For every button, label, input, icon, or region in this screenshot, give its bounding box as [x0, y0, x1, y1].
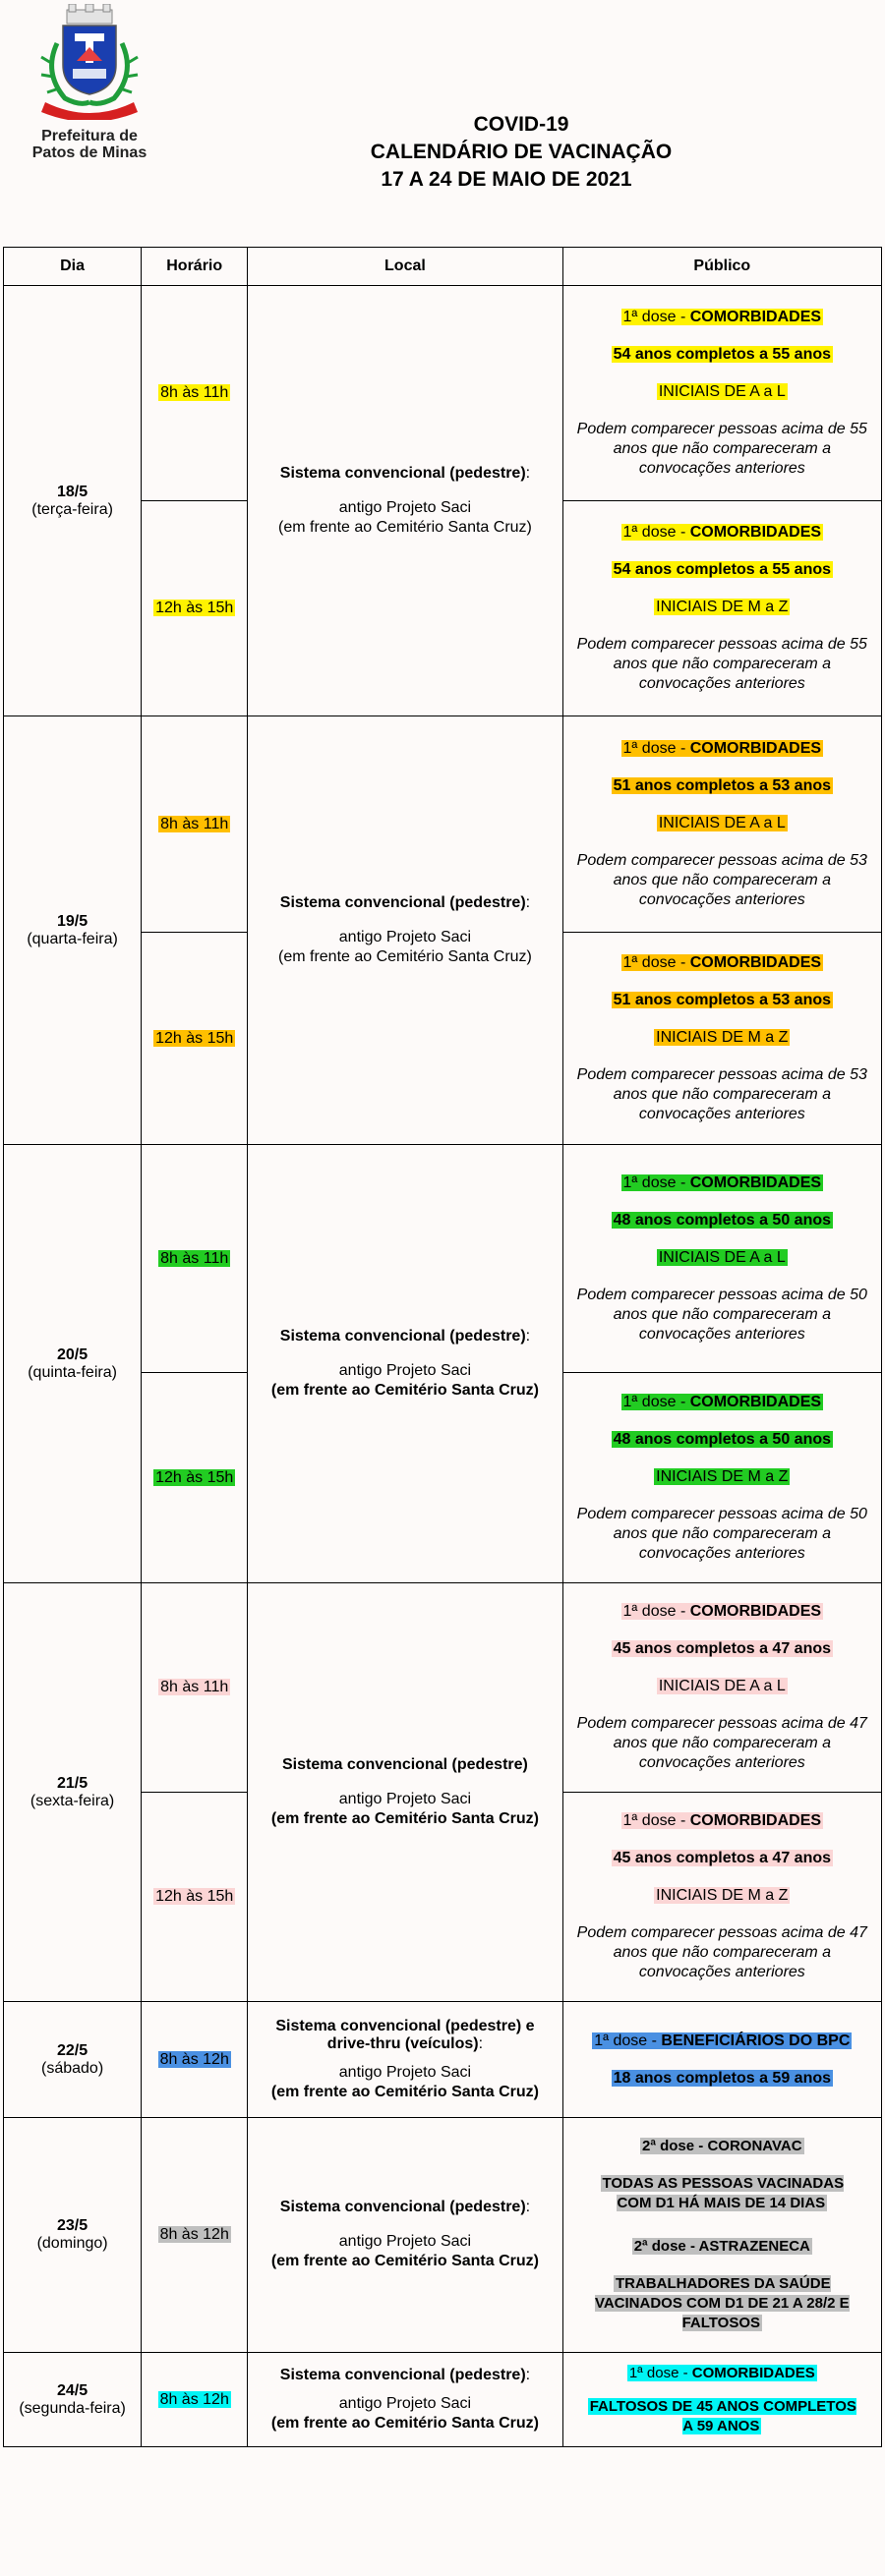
time-cell — [142, 2002, 248, 2118]
public-cell — [562, 2353, 881, 2447]
age-range: 18 anos completos a 59 anos — [613, 2069, 832, 2087]
day-date: 21/5 — [57, 1774, 88, 1792]
local-cell: Sistema convencional (pedestre): antigo Projeto Saci (em frente ao Cemitério Santa Cruz) — [248, 2118, 562, 2353]
local-detail: (em frente ao Cemitério Santa Cruz) — [278, 947, 532, 965]
vaccination-calendar-table — [3, 247, 882, 2447]
initials-range: INICIAIS DE M a Z — [656, 1028, 789, 1046]
age-range: 54 anos completos a 55 anos — [613, 561, 832, 578]
time-label: 8h às 12h — [159, 2226, 229, 2243]
age-range: 45 anos completos a 47 anos — [613, 1850, 832, 1866]
local-title: Sistema convencional (pedestre) — [279, 1327, 526, 1345]
age-range: 45 anos completos a 47 anos — [613, 1640, 832, 1657]
header-publico: Público — [562, 248, 881, 286]
initials-range: INICIAIS DE A a L — [658, 814, 786, 831]
public-note: Podem comparecer pessoas acima de 53 anos que não compareceram a convocações anteriores — [576, 851, 867, 908]
local-title: Sistema convencional (pedestre) — [279, 2199, 526, 2215]
table-row — [4, 1583, 882, 1793]
initials-range: INICIAIS DE M a Z — [656, 1887, 789, 1904]
title-line-1: COVID-19 — [473, 113, 569, 136]
dose-label: 1ª dose - — [594, 2032, 662, 2049]
local-detail: (em frente ao Cemitério Santa Cruz) — [270, 2253, 539, 2269]
local-place: antigo Projeto Saci — [338, 1361, 472, 1379]
day-weekday: (sexta-feira) — [30, 1792, 115, 1809]
local-title: Sistema convencional (pedestre) — [279, 893, 526, 911]
dose-label: 1ª dose - — [622, 1393, 690, 1410]
time-cell — [142, 1793, 248, 2002]
local-place: antigo Projeto Saci — [338, 928, 472, 945]
time-label: 12h às 15h — [155, 1888, 234, 1905]
day-date: 23/5 — [57, 2217, 88, 2234]
local-detail: (em frente ao Cemitério Santa Cruz) — [270, 2414, 539, 2432]
group-label: COMORBIDADES — [689, 524, 822, 541]
local-detail: (em frente ao Cemitério Santa Cruz) — [270, 2083, 539, 2100]
table-row — [4, 2002, 882, 2118]
local-place: antigo Projeto Saci — [338, 498, 472, 516]
age-range: 51 anos completos a 53 anos — [613, 991, 832, 1008]
local-place: antigo Projeto Saci — [338, 2233, 472, 2250]
day-cell — [4, 2353, 142, 2447]
group-label: COMORBIDADES — [689, 1603, 822, 1620]
group-label: COMORBIDADES — [689, 1174, 822, 1191]
day-date: 22/5 — [57, 2041, 88, 2059]
public-cell — [562, 1373, 881, 1583]
local-detail: (em frente ao Cemitério Santa Cruz) — [270, 1809, 539, 1827]
public-cell — [562, 933, 881, 1145]
group-label: TODAS AS PESSOAS VACINADAS COM D1 HÁ MAIS DE 14 DIAS — [602, 2175, 845, 2211]
public-note: Podem comparecer pessoas acima de 53 anos que não compareceram a convocações anteriores — [576, 1065, 867, 1122]
public-cell — [562, 1583, 881, 1793]
day-date: 24/5 — [57, 2381, 88, 2399]
day-date: 19/5 — [57, 912, 88, 930]
local-title: Sistema convencional (pedestre) — [279, 2366, 526, 2383]
day-cell — [4, 716, 142, 1145]
group-label: COMORBIDADES — [691, 2364, 815, 2381]
age-range: FALTOSOS DE 45 ANOS COMPLETOS A 59 ANOS — [589, 2397, 856, 2434]
table-row — [4, 2118, 882, 2353]
initials-range: INICIAIS DE M a Z — [656, 1467, 789, 1485]
day-cell — [4, 1583, 142, 2002]
day-cell — [4, 286, 142, 716]
day-weekday: (segunda-feira) — [19, 2399, 126, 2417]
time-label: 12h às 15h — [155, 600, 234, 616]
day-date: 18/5 — [57, 483, 88, 500]
time-label: 8h às 12h — [159, 2390, 229, 2408]
public-note: Podem comparecer pessoas acima de 55 anos que não compareceram a convocações anteriores — [576, 636, 867, 692]
local-title: Sistema convencional (pedestre) — [282, 1755, 528, 1773]
time-cell — [142, 2118, 248, 2353]
age-range: 48 anos completos a 50 anos — [613, 1211, 832, 1229]
organization-name — [26, 128, 153, 161]
local-title: Sistema convencional (pedestre) — [279, 464, 526, 482]
day-cell — [4, 1145, 142, 1583]
day-date: 20/5 — [57, 1345, 88, 1363]
public-note: Podem comparecer pessoas acima de 50 anos que não compareceram a convocações anteriores — [576, 1286, 867, 1343]
public-note: Podem comparecer pessoas acima de 47 anos que não compareceram a convocações anteriores — [576, 1924, 867, 1980]
local-cell: Sistema convencional (pedestre): antigo Projeto Saci (em frente ao Cemitério Santa Cruz) — [248, 286, 562, 716]
group-label: COMORBIDADES — [689, 309, 822, 325]
initials-range: INICIAIS DE M a Z — [656, 599, 789, 615]
initials-range: INICIAIS DE A a L — [658, 383, 786, 400]
local-detail: (em frente ao Cemitério Santa Cruz) — [278, 518, 532, 536]
time-label: 8h às 12h — [159, 2050, 229, 2068]
group-label: TRABALHADORES DA SAÚDE VACINADOS COM D1 DE 21 A 28/2 E FALTOSOS — [594, 2275, 850, 2331]
day-cell — [4, 2118, 142, 2353]
dose-label: 1ª dose - — [622, 524, 690, 541]
dose-label: 1ª dose - — [622, 1812, 690, 1829]
group-label: BENEFICIÁRIOS DO BPC — [661, 2032, 851, 2049]
group-label: COMORBIDADES — [689, 739, 822, 757]
table-row — [4, 2353, 882, 2447]
dose-label: 1ª dose - — [622, 1603, 690, 1620]
local-place: antigo Projeto Saci — [338, 1790, 472, 1807]
page-header — [0, 0, 885, 246]
public-note: Podem comparecer pessoas acima de 50 anos que não compareceram a convocações anteriores — [576, 1505, 867, 1562]
public-cell — [562, 2118, 881, 2353]
public-note: Podem comparecer pessoas acima de 47 anos que não compareceram a convocações anteriores — [576, 1715, 867, 1771]
header-local: Local — [248, 248, 562, 286]
day-weekday: (quinta-feira) — [28, 1363, 117, 1381]
time-label: 8h às 11h — [160, 815, 229, 832]
initials-range: INICIAIS DE A a L — [658, 1248, 786, 1266]
local-title: Sistema convencional (pedestre) e drive-thru (veículos) — [275, 2017, 535, 2052]
dose-label: 1ª dose - — [622, 1174, 690, 1191]
day-cell — [4, 2002, 142, 2118]
initials-range: INICIAIS DE A a L — [658, 1678, 786, 1694]
public-cell — [562, 501, 881, 716]
local-cell: Sistema convencional (pedestre): antigo Projeto Saci (em frente ao Cemitério Santa Cruz) — [248, 1145, 562, 1583]
public-cell — [562, 286, 881, 501]
time-cell — [142, 1583, 248, 1793]
public-cell — [562, 1793, 881, 2002]
dose-label: 1ª dose - — [628, 2364, 692, 2381]
age-range: 51 anos completos a 53 anos — [613, 776, 832, 794]
public-note: Podem comparecer pessoas acima de 55 anos que não compareceram a convocações anteriores — [576, 421, 867, 477]
title-line-2: CALENDÁRIO DE VACINAÇÃO — [370, 141, 673, 163]
day-weekday: (terça-feira) — [31, 500, 113, 518]
time-cell — [142, 286, 248, 501]
time-cell — [142, 1145, 248, 1373]
table-row — [4, 716, 882, 933]
local-cell: Sistema convencional (pedestre): antigo Projeto Saci (em frente ao Cemitério Santa Cruz) — [248, 716, 562, 1145]
table-row — [4, 1145, 882, 1373]
day-weekday: (domingo) — [36, 2235, 108, 2252]
group-label: COMORBIDADES — [689, 1393, 822, 1410]
public-cell — [562, 1145, 881, 1373]
time-cell — [142, 716, 248, 933]
dose-label: 2ª dose - ASTRAZENECA — [633, 2238, 810, 2255]
time-label: 8h às 11h — [160, 1249, 229, 1267]
time-cell — [142, 501, 248, 716]
public-cell — [562, 716, 881, 933]
time-cell — [142, 1373, 248, 1583]
local-cell — [248, 1583, 562, 2002]
group-label: COMORBIDADES — [689, 1812, 822, 1829]
org-line-1: Prefeitura de — [41, 128, 138, 144]
dose-label: 1ª dose - — [622, 309, 690, 325]
day-weekday: (quarta-feira) — [27, 930, 118, 947]
local-cell: Sistema convencional (pedestre) e drive-thru (veículos): antigo Projeto Saci (em frente ao Cemitério Santa Cruz) — [248, 2002, 562, 2118]
document-title — [324, 111, 718, 194]
day-weekday: (sábado) — [41, 2059, 104, 2077]
time-cell — [142, 2353, 248, 2447]
age-range: 48 anos completos a 50 anos — [613, 1430, 832, 1448]
local-place: antigo Projeto Saci — [338, 2063, 472, 2081]
org-line-2: Patos de Minas — [31, 144, 148, 161]
city-crest-logo — [35, 4, 144, 120]
title-line-3: 17 A 24 DE MAIO DE 2021 — [381, 168, 632, 191]
time-label: 8h às 11h — [160, 384, 229, 401]
age-range: 54 anos completos a 55 anos — [613, 346, 832, 363]
table-header-row — [4, 248, 882, 286]
dose-label: 1ª dose - — [622, 739, 690, 757]
time-label: 8h às 11h — [160, 1679, 229, 1695]
public-cell — [562, 2002, 881, 2118]
time-cell — [142, 933, 248, 1145]
time-label: 12h às 15h — [155, 1468, 234, 1486]
header-horario: Horário — [142, 248, 248, 286]
local-place: antigo Projeto Saci — [338, 2394, 472, 2412]
dose-label: 1ª dose - — [622, 953, 690, 971]
dose-label: 2ª dose - CORONAVAC — [642, 2138, 802, 2154]
group-label: COMORBIDADES — [689, 953, 822, 971]
header-dia: Dia — [4, 248, 142, 286]
table-row — [4, 286, 882, 501]
local-detail: (em frente ao Cemitério Santa Cruz) — [270, 1381, 539, 1399]
local-cell: Sistema convencional (pedestre): antigo Projeto Saci (em frente ao Cemitério Santa Cruz) — [248, 2353, 562, 2447]
time-label: 12h às 15h — [155, 1029, 234, 1047]
